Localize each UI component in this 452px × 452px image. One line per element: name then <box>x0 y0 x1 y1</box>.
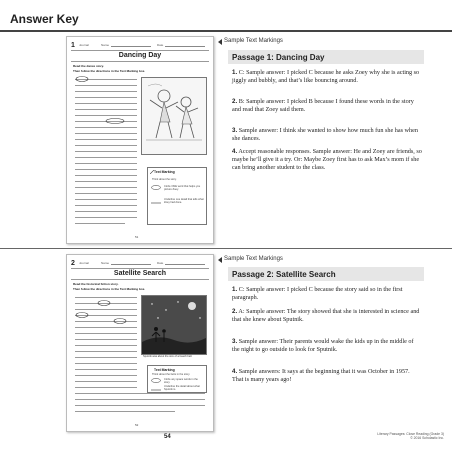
worksheet-label: Journal <box>79 261 89 265</box>
page-title: Answer Key <box>10 12 79 26</box>
underline-sample-icon <box>151 387 161 391</box>
circle-marking-icon <box>105 118 125 124</box>
answer-item <box>232 286 422 302</box>
answer-item <box>232 69 422 85</box>
text-marking-title: Text Marking <box>154 368 175 372</box>
text-marking-title: Text Marking <box>154 170 175 174</box>
sample-markings-label: Sample Text Markings <box>224 38 283 44</box>
answer-number: 1. <box>232 286 238 293</box>
name-label: Name <box>101 261 110 265</box>
text-marking-box <box>147 365 207 393</box>
circle-marking-icon <box>75 312 89 318</box>
answer-number: 4. <box>232 148 238 155</box>
answer-number: 3. <box>232 127 238 134</box>
answer-text: C: Sample answer: I picked C because the story said so in the first paragraph. <box>232 286 403 301</box>
circle-marking-icon <box>97 300 111 306</box>
answer-number: 3. <box>232 338 238 345</box>
date-label: Date <box>157 261 164 265</box>
text-marking-box <box>147 167 207 225</box>
answer-item <box>232 148 422 172</box>
header-bar <box>0 8 452 32</box>
answer-text: A: Sample answer: The story showed that she is interested in science and that she knew about Sputnik. <box>232 308 420 323</box>
pencil-icon <box>150 170 154 174</box>
answer-text: Sample answer: Their parents would wake the kids up in the middle of the night to go outside to look for Sputnik. <box>232 338 414 353</box>
text-marking-line: Underline one detail that tells what Zoey had done. <box>164 198 204 204</box>
illustration-caption: Sputnik was about the size of a beach ball. <box>143 355 193 358</box>
answer-item <box>232 127 422 143</box>
worksheet-thumbnail-2 <box>66 254 214 432</box>
sample-markings-label: Sample Text Markings <box>224 256 283 262</box>
circle-sample-icon <box>151 378 161 383</box>
pointer-triangle-icon <box>218 39 222 45</box>
instruction-line: Then follow the directions in the Text Marking box. <box>73 69 146 73</box>
night-sky-icon <box>142 296 206 354</box>
answer-item <box>232 368 422 384</box>
passage-heading <box>228 50 424 64</box>
answer-number: 4. <box>232 368 238 375</box>
answer-text: C: Sample answer: I picked C because he asks Zoey why she is acting so jiggly and bubbly, and that’s like bouncing around. <box>232 69 420 84</box>
worksheet-number: 2 <box>71 260 75 267</box>
answer-number: 2. <box>232 98 238 105</box>
passage-title: Passage 1: Dancing Day <box>232 53 325 62</box>
page-number: 54 <box>164 434 171 440</box>
answer-text: Sample answer: I think she wanted to show how much fun she has when she dances. <box>232 127 418 142</box>
answer-text: Accept reasonable responses. Sample answer: He and Zoey are friends, so maybe he’ll give it a try. Or: Maybe Zoey first has to ask Max’s mom if she can bring another student to the class. <box>232 148 422 171</box>
story-illustration <box>141 77 207 155</box>
answer-number: 1. <box>232 69 238 76</box>
text-marking-line: Think about the story. <box>152 178 177 181</box>
answer-text: Sample answers: It says at the beginning that it was October in 1957. That is many years ago! <box>232 368 410 383</box>
answer-number: 2. <box>232 308 238 315</box>
text-marking-line: Underline the detail about what Sputnik is. <box>164 385 200 391</box>
instruction-line: Read the historical fiction story. <box>73 282 119 286</box>
worksheet-thumbnail-1 <box>66 36 214 244</box>
circle-marking-icon <box>75 76 89 82</box>
passage-title: Passage 2: Satellite Search <box>232 270 336 279</box>
underline-sample-icon <box>151 200 161 204</box>
name-label: Name <box>101 43 110 47</box>
passage-heading <box>228 267 424 281</box>
dancing-children-icon <box>142 78 206 154</box>
instruction-line: Read the dance story. <box>73 64 104 68</box>
story-illustration <box>141 295 207 355</box>
section-divider <box>0 248 452 249</box>
worksheet-page-number: 51 <box>135 235 139 239</box>
copyright-line: © 2016 Scholastic Inc. <box>410 436 444 441</box>
credit-line: Literary Passages: Close Reading (Grade 3) <box>377 432 444 436</box>
worksheet-label: Journal <box>79 43 89 47</box>
instruction-line: Then follow the directions in the Text Marking box. <box>73 287 146 291</box>
answer-item <box>232 98 422 114</box>
circle-sample-icon <box>151 185 161 190</box>
answer-item <box>232 338 422 354</box>
worksheet-title: Satellite Search <box>113 270 167 277</box>
text-marking-line: Circle ONE word that helps you picture Zoey. <box>164 185 201 191</box>
pointer-triangle-icon <box>218 257 222 263</box>
worksheet-page-number: 52 <box>135 423 139 427</box>
answer-text: B: Sample answer: I picked B because I found these words in the story and read that Zoey said them. <box>232 98 414 113</box>
answer-item <box>232 308 422 324</box>
text-marking-line: Think about the facts in the story. <box>152 373 191 376</box>
footer-credit <box>377 432 444 441</box>
date-label: Date <box>157 43 164 47</box>
worksheet-title: Dancing Day <box>118 52 162 59</box>
text-marking-line: Circle any space words in the story. <box>164 378 198 384</box>
circle-marking-icon <box>113 318 127 324</box>
worksheet-number: 1 <box>71 42 75 49</box>
